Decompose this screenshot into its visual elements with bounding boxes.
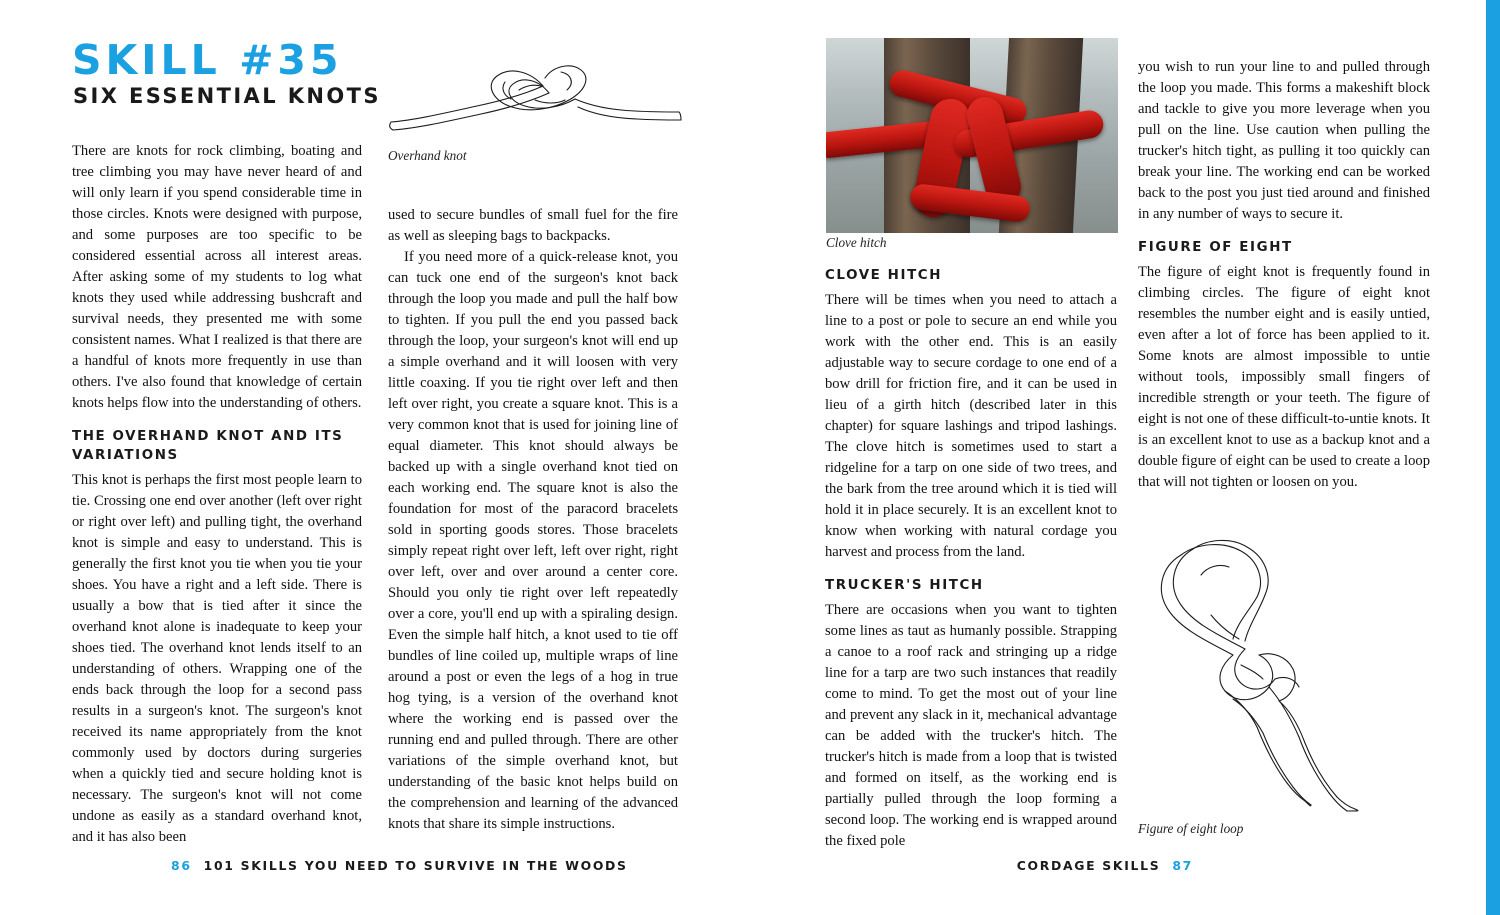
left-page-column-2 <box>388 205 678 835</box>
paragraph: used to secure bundles of small fuel for the fire as well as sleeping bags to backpacks. <box>388 207 678 244</box>
page-number-right: 87 <box>1172 858 1193 873</box>
overhand-knot-illustration <box>385 50 685 145</box>
subheading-overhand-knot: THE OVERHAND KNOT AND ITS VARIATIONS <box>72 429 344 464</box>
left-page-column-1 <box>72 141 362 848</box>
running-head-left: 101 SKILLS YOU NEED TO SURVIVE IN THE WOODS <box>203 858 628 873</box>
clove-hitch-photo <box>826 38 1118 233</box>
running-head-right: CORDAGE SKILLS <box>1016 858 1161 873</box>
right-page-column-2 <box>1138 57 1430 493</box>
paragraph: There are occasions when you want to tighten some lines as taut as humanly possible. Strapping a canoe to a roof rack and stringing up a ridge line for a tarp are two such instances that readily come to mind. To get the most out of your line and prevent any slack in it, mechanical advantage can be added with the trucker's hitch. The trucker's hitch is made from a loop that is twisted and formed on itself, as the working end is partially pulled through the loop forming a second loop. The working end is wrapped around the fixed pole <box>825 602 1117 850</box>
paragraph: The figure of eight knot is frequently found in climbing circles. The figure of eight knot resembles the number eight and is easily untied, even after a lot of force has been applied to it. Some knots are almost impossible to untie without tools, impossibly small fingers of incredible strength or your teeth. The figure of eight is not one of these difficult-to-untie knots. It is an excellent knot to use as a backup knot and a double figure of eight can be used to create a loop that will not tighten or loosen on you. <box>1138 264 1430 491</box>
left-page <box>0 0 743 915</box>
clove-hitch-caption: Clove hitch <box>826 235 887 250</box>
skill-title-heading: SIX ESSENTIAL KNOTS <box>73 84 381 108</box>
paragraph: This knot is perhaps the first most people learn to tie. Crossing one end over another (left over right or right over left) and pulling tight, the overhand knot is simple and easy to understand. This is generally the first knot you tie when you tie your shoes. You have a right and a left side. There is usually a bow that is tied after it since the overhand knot alone is inadequate to keep your shoes tied. The overhand knot lends itself to an understanding of others. Wrapping one of the ends back through the loop for a second pass results in a surgeon's knot. The surgeon's knot received its name appropriately from the knot commonly used by doctors during surgeries when a quickly tied and secure holding knot is necessary. The surgeon's knot will not come undone as easily as a standard overhand knot, and it has also been <box>72 472 362 846</box>
paragraph: you wish to run your line to and pulled through the loop you made. This forms a makeshift block and tackle to give you more leverage when you pull on the line. Use caution when pulling the trucker's hitch tight, as pulling it too quickly can break your line. The working end can be worked back to the post you just tied around and finished in any number of ways to secure it. <box>1138 59 1430 222</box>
left-page-footer <box>171 858 628 873</box>
page-edge-accent-strip <box>1486 0 1500 915</box>
page-number-left: 86 <box>171 858 192 873</box>
subheading-figure-of-eight: FIGURE OF EIGHT <box>1138 240 1293 255</box>
subheading-clove-hitch: CLOVE HITCH <box>825 268 943 283</box>
paragraph: If you need more of a quick-release knot, you can tuck one end of the surgeon's knot back through the loop you made and pull the half bow to tighten. If you pull the end you passed back through the loop, your surgeon's knot will end up a simple overhand and it will loosen with very little coaxing. If you tie right over left and then left over right, you create a square knot. This is a very common knot that is used for joining line of equal diameter. This knot should always be backed up with a single overhand knot tied on each working end. The square knot is also the foundation for most of the paracord bracelets sold in sporting goods stores. Those bracelets simply repeat right over left, left over right, right over left, over and over around a center core. Should you only tie right over left repeatedly over a core, you'll end up with a spiraling design. Even the simple half hitch, a knot used to tie off bundles of line coiled up, multiple wraps of line around a post or even the legs of a hog in true hog tying, is a version of the overhand knot where the working end is passed over the running end and pulled through. There are other variations of the simple overhand knot, but understanding of the basic knot helps build on the comprehension and learning of the advanced knots that share its simple instructions. <box>388 249 678 832</box>
paragraph: There will be times when you need to attach a line to a post or pole to secure an end while you work with the other end. This is an easily adjustable way to secure cordage to one end of a bow drill for friction fire, and it can be used in lieu of a girth hitch (described later in this chapter) for square lashings and tripod lashings. The clove hitch is sometimes used to start a ridgeline for a tarp on one side of two trees, and the bark from the tree around which it is tied will hold it in place securely. It is an excellent knot to know when working with natural cordage you harvest and process from the land. <box>825 292 1117 561</box>
paragraph: There are knots for rock climbing, boating and tree climbing you may have never heard of and will only learn if you spend considerable time in those circles. Knots were designed with purpose, and some purposes are too specific to be considered essential across all interest areas. After asking some of my students to log what knots they used while addressing bushcraft and survival needs, they presented me with some consistent names. What I realized is that there are a handful of knots more frequently in use than others. I've also found that knowledge of certain knots helps flow into the understanding of others. <box>72 143 362 411</box>
figure-of-eight-caption: Figure of eight loop <box>1138 821 1244 836</box>
figure-of-eight-illustration <box>1141 515 1431 815</box>
skill-number-heading: SKILL #35 <box>72 36 343 84</box>
right-page-footer <box>1017 858 1193 873</box>
overhand-knot-caption: Overhand knot <box>388 148 467 163</box>
right-page <box>743 0 1486 915</box>
right-page-column-1 <box>825 266 1117 852</box>
subheading-truckers-hitch: TRUCKER'S HITCH <box>825 578 984 594</box>
